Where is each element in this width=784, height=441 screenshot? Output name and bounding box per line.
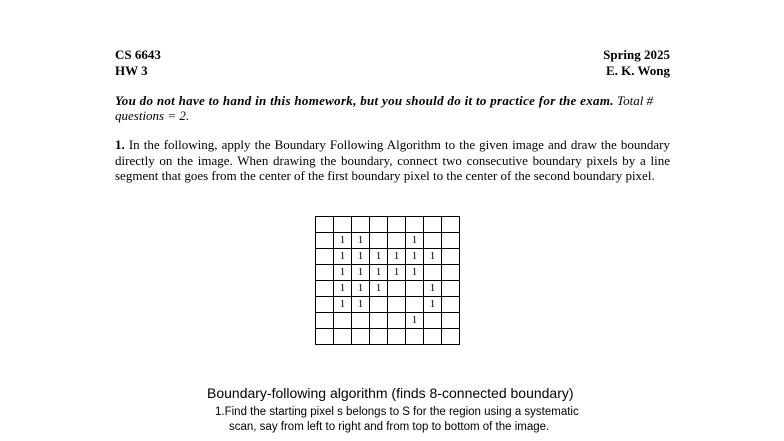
grid-cell [316,265,334,281]
grid-cell: 1 [352,281,370,297]
grid-cell [442,297,460,313]
grid-cell [316,281,334,297]
grid-row [316,313,460,329]
grid-cell [406,281,424,297]
grid-cell [316,233,334,249]
grid-row [316,233,460,249]
grid-cell: 1 [406,265,424,281]
grid-cell: 1 [424,281,442,297]
grid-cell [388,313,406,329]
question-number: 1. [115,137,125,152]
grid-cell [388,281,406,297]
grid-cell: 1 [388,249,406,265]
algorithm-step-1 [215,405,595,435]
grid-cell [406,217,424,233]
grid-cell [424,313,442,329]
grid-cell: 1 [352,249,370,265]
grid-cell [316,313,334,329]
grid-cell [388,217,406,233]
grid-cell: 1 [334,233,352,249]
course-code: CS 6643 [115,47,161,62]
grid-cell: 1 [334,249,352,265]
grid-cell [370,233,388,249]
grid-cell [388,329,406,345]
binary-image-grid [315,216,460,345]
grid-row [316,217,460,233]
grid-row [316,297,460,313]
homework-number: HW 3 [115,63,148,78]
grid-cell [442,217,460,233]
grid-cell: 1 [424,249,442,265]
grid-cell: 1 [334,281,352,297]
grid-cell: 1 [406,249,424,265]
grid-cell [370,217,388,233]
grid-row [316,249,460,265]
grid-cell [352,313,370,329]
header-left [115,47,161,79]
intro-note [115,93,670,123]
grid-cell [442,265,460,281]
grid-cell: 1 [424,297,442,313]
grid-cell [388,297,406,313]
grid-cell [442,249,460,265]
grid-cell: 1 [388,265,406,281]
grid-cell [442,233,460,249]
grid-cell [406,297,424,313]
grid-cell [388,233,406,249]
grid-cell [370,297,388,313]
grid-cell [442,329,460,345]
grid-row [316,265,460,281]
grid-cell [406,329,424,345]
header-right [603,47,670,79]
grid-cell [370,329,388,345]
grid-cell [316,297,334,313]
grid-cell: 1 [406,313,424,329]
grid-cell: 1 [334,297,352,313]
grid-cell: 1 [352,297,370,313]
grid-cell [424,217,442,233]
grid-cell: 1 [352,265,370,281]
grid-cell [352,329,370,345]
question-1 [115,137,670,184]
grid-cell: 1 [370,249,388,265]
grid-cell: 1 [352,233,370,249]
grid-cell [316,217,334,233]
algorithm-title: Boundary-following algorithm (finds 8-connected boundary) [207,385,574,401]
grid-cell [442,281,460,297]
grid-cell [352,217,370,233]
grid-cell [316,249,334,265]
grid-cell: 1 [370,265,388,281]
algorithm-step-1-text: 1.Find the starting pixel s belongs to S for the region using a systematic scan, say from left to right and from top to bottom of the image. [215,406,579,433]
grid-cell [424,265,442,281]
grid-cell [316,329,334,345]
grid-cell [334,329,352,345]
grid-cell [334,217,352,233]
grid-row [316,329,460,345]
question-text: In the following, apply the Boundary Following Algorithm to the given image and draw the boundary directly on the image. When drawing the boundary, connect two consecutive boundary pixels by a line segment that goes from the center of the first boundary pixel to the center of the second boundary pixel. [115,137,671,183]
grid-cell [424,233,442,249]
grid-cell: 1 [406,233,424,249]
grid-row [316,281,460,297]
intro-total: Total # questions = 2. [115,93,654,123]
instructor: E. K. Wong [605,63,670,78]
intro-main: You do not have to hand in this homework, but you should do it to practice for the exam. [115,93,614,108]
term: Spring 2025 [603,47,670,62]
grid-cell [424,329,442,345]
grid-cell: 1 [334,265,352,281]
grid-cell [370,313,388,329]
grid-cell: 1 [370,281,388,297]
grid-cell [442,313,460,329]
grid-cell [334,313,352,329]
